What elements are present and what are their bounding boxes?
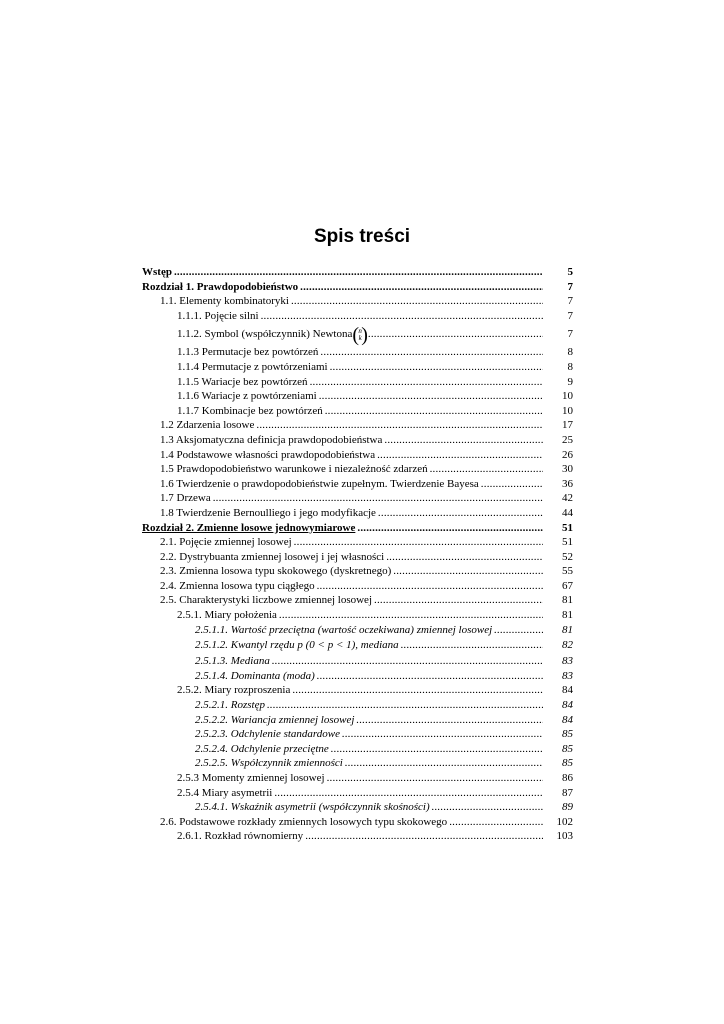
toc-entry-label <box>177 375 308 390</box>
toc-entry-label <box>195 742 329 757</box>
toc-entry-label <box>160 462 428 477</box>
dot-leader <box>325 404 543 419</box>
toc-entry <box>142 654 573 669</box>
toc-entry <box>142 742 573 757</box>
toc-entry-page: 9 <box>567 375 573 388</box>
dot-leader <box>174 265 543 280</box>
dot-leader <box>310 375 543 390</box>
toc-entry <box>142 550 573 565</box>
dot-leader <box>342 727 543 742</box>
toc-entry-title: 1.1.1. Pojęcie silni <box>177 309 259 322</box>
binom-top: n <box>358 326 362 335</box>
toc-entry <box>142 294 573 309</box>
toc-entry-title: 1.7 Drzewa <box>160 492 211 505</box>
dot-leader <box>357 521 543 536</box>
toc-entry-page: 7 <box>567 309 573 322</box>
toc-entry <box>142 637 573 654</box>
dot-leader <box>330 360 543 375</box>
toc-entry <box>142 579 573 594</box>
toc-entry-page: 7 <box>567 280 573 293</box>
dot-leader <box>481 477 543 492</box>
dot-leader <box>317 669 543 684</box>
toc-entry-page: 85 <box>562 757 573 770</box>
toc-entry-page: 86 <box>562 772 573 784</box>
toc-entry <box>142 448 573 463</box>
toc-entry-label <box>160 491 211 506</box>
toc-entry-title: 1.1.7 Kombinacje bez powtórzeń <box>177 404 323 417</box>
toc-entry <box>142 829 573 844</box>
toc-entry <box>142 462 573 477</box>
dot-leader <box>430 462 543 477</box>
toc-entry-label <box>195 713 354 728</box>
toc-entry-title: 2.5.2.1. Rozstęp <box>195 699 265 712</box>
toc-entry-label <box>160 550 384 565</box>
dot-leader <box>374 593 543 608</box>
dot-leader <box>401 637 543 654</box>
toc-entry-page: 10 <box>562 404 573 417</box>
toc-entry-page: 8 <box>567 360 573 373</box>
toc-entry-page: 84 <box>562 699 573 712</box>
dot-leader <box>256 418 543 433</box>
toc-entry-title: 2.5.1.3. Mediana <box>195 655 270 668</box>
toc-entry <box>142 360 573 375</box>
toc-entry-page: 52 <box>562 550 573 563</box>
toc-entry-page: 81 <box>562 594 573 607</box>
toc-entry-label <box>195 800 430 815</box>
toc-entry-label <box>195 654 270 669</box>
toc-entry <box>142 623 573 638</box>
newton-symbol <box>354 328 366 342</box>
toc-entry-title: 2.5. Charakterystyki liczbowe zmiennej losowej <box>160 594 372 607</box>
toc-entry-label <box>142 265 172 280</box>
toc-entry-title: 2.6. Podstawowe rozkłady zmiennych losowych typu skokowego <box>160 815 448 828</box>
toc-entry-page: 81 <box>562 623 573 636</box>
toc-entry-label <box>195 698 265 713</box>
toc-entry-title: Rozdział 1. Prawdopodobieństwo <box>142 280 299 293</box>
toc-entry <box>142 608 573 623</box>
dot-leader <box>274 786 543 801</box>
dot-leader <box>300 280 543 295</box>
toc-entry-label <box>160 593 372 608</box>
toc-entry-title: 2.5.1.4. Dominanta (moda) <box>195 669 315 682</box>
toc-entry <box>142 265 573 280</box>
toc-entry-page: 83 <box>562 669 573 682</box>
toc-entry-page: 84 <box>562 684 573 697</box>
dot-leader <box>331 742 543 757</box>
toc-entry-label <box>160 535 292 550</box>
toc-entry-label <box>142 280 298 295</box>
toc-entry <box>142 521 573 536</box>
toc-entry-page: 51 <box>562 536 573 549</box>
dot-leader <box>294 535 543 550</box>
toc-entry-label <box>142 521 355 536</box>
toc-entry-page: 8 <box>567 346 573 359</box>
toc-entry-label <box>160 418 254 433</box>
toc-entry-title: 2.5.2. Miary rozproszenia <box>177 684 291 697</box>
toc-entry-label <box>177 771 325 786</box>
toc-entry-label <box>160 564 391 579</box>
toc-entry-page: 85 <box>562 742 573 755</box>
toc-entry-title: 2.5.2.3. Odchylenie standardowe <box>195 728 341 741</box>
toc-entry <box>142 491 573 506</box>
toc-entry-page: 36 <box>562 477 573 490</box>
dot-leader <box>327 771 543 786</box>
dot-leader <box>213 491 543 506</box>
toc-entry-label <box>160 294 289 309</box>
toc-entry <box>142 698 573 713</box>
dot-leader <box>320 345 543 360</box>
toc-entry-page: 26 <box>562 448 573 461</box>
toc-entry-label <box>160 815 447 830</box>
quantile-range: (0 < p < 1) <box>305 639 356 652</box>
toc-entry <box>142 786 573 801</box>
toc-entry-page: 42 <box>562 492 573 505</box>
toc-entry-label <box>177 608 277 623</box>
dot-leader <box>279 608 543 623</box>
toc-entry-page: 44 <box>562 506 573 519</box>
toc-entry <box>142 418 573 433</box>
toc-entry <box>142 280 573 295</box>
toc-entry-label <box>160 433 382 448</box>
toc-entry-label <box>195 669 315 684</box>
toc-entry-label <box>195 727 340 742</box>
dot-leader <box>449 815 543 830</box>
toc-entry <box>142 800 573 815</box>
toc-entry-label <box>195 637 399 654</box>
toc-entry-title: 1.4 Podstawowe własności prawdopodobieństwa <box>160 448 376 461</box>
toc-entry <box>142 506 573 521</box>
toc-entry-title: 1.1. Elementy kombinatoryki <box>160 295 289 308</box>
toc-entry-label <box>177 309 259 324</box>
toc-entry <box>142 345 573 360</box>
table-of-contents <box>142 265 573 844</box>
toc-entry-title: 2.5.4.1. Wskaźnik asymetrii (współczynnik skośności) <box>195 801 430 814</box>
toc-entry-page: 102 <box>556 815 573 828</box>
toc-entry-page: 10 <box>562 390 573 403</box>
binom-bottom: k <box>358 333 362 342</box>
toc-entry-label <box>160 579 315 594</box>
toc-entry-label <box>160 477 479 492</box>
dot-leader <box>319 389 543 404</box>
toc-entry-page: 83 <box>562 655 573 668</box>
dot-leader <box>378 506 543 521</box>
toc-entry-page: 85 <box>562 728 573 741</box>
toc-entry-title: 2.1. Pojęcie zmiennej losowej <box>160 536 292 549</box>
toc-entry <box>142 683 573 698</box>
toc-entry-label <box>177 323 366 345</box>
toc-entry-title: 1.6 Twierdzenie o prawdopodobieństwie zupełnym. Twierdzenie Bayesa <box>160 477 479 490</box>
toc-entry-label <box>177 404 323 419</box>
toc-entry-title: 2.5.2.5. Współczynnik zmienności <box>195 757 343 770</box>
toc-entry-page: 81 <box>562 609 573 622</box>
toc-entry <box>142 389 573 404</box>
dot-leader <box>305 829 543 844</box>
dot-leader <box>272 654 543 669</box>
dot-leader <box>345 756 543 771</box>
dot-leader <box>393 564 543 579</box>
dot-leader <box>291 294 543 309</box>
toc-entry-page: 17 <box>562 419 573 432</box>
toc-entry-title: 2.5.1.1. Wartość przeciętna (wartość oczekiwana) zmiennej losowej <box>195 623 493 636</box>
toc-entry-title: Wstęp <box>142 266 172 278</box>
toc-entry <box>142 477 573 492</box>
toc-entry-title: 2.6.1. Rozkład równomierny <box>177 830 304 843</box>
toc-entry-page: 84 <box>562 713 573 726</box>
toc-entry-title: 1.1.5 Wariacje bez powtórzeń <box>177 375 308 388</box>
dot-leader <box>384 433 543 448</box>
toc-entry-label <box>177 829 303 844</box>
toc-entry <box>142 815 573 830</box>
toc-entry <box>142 375 573 390</box>
toc-entry <box>142 404 573 419</box>
toc-entry-title-tail: , mediana <box>355 639 399 652</box>
toc-entry <box>142 309 573 324</box>
toc-entry-title: 2.3. Zmienna losowa typu skokowego (dyskretnego) <box>160 565 392 578</box>
dot-leader <box>386 550 543 565</box>
dot-leader <box>368 323 543 345</box>
toc-entry <box>142 535 573 550</box>
toc-entry-title: 2.5.2.2. Wariancja zmiennej losowej <box>195 713 355 726</box>
toc-entry-page: 89 <box>562 801 573 814</box>
dot-leader <box>432 800 543 815</box>
toc-entry-page: 87 <box>562 786 573 799</box>
dot-leader <box>494 623 543 638</box>
toc-entry-title: 1.1.6 Wariacje z powtórzeniami <box>177 390 317 403</box>
toc-entry-title: 2.4. Zmienna losowa typu ciągłego <box>160 579 315 592</box>
dot-leader <box>261 309 543 324</box>
dot-leader <box>377 448 543 463</box>
toc-entry-title: 1.1.4 Permutacje z powtórzeniami <box>177 360 328 373</box>
toc-entry-page: 25 <box>562 433 573 446</box>
toc-entry <box>142 433 573 448</box>
page-title: Spis treści <box>313 226 411 247</box>
toc-entry-title: 1.2 Zdarzenia losowe <box>160 419 255 432</box>
toc-entry-title: 1.3 Aksjomatyczna definicja prawdopodobieństwa <box>160 433 383 446</box>
toc-entry-title: 2.5.1. Miary położenia <box>177 609 277 622</box>
toc-entry-label <box>177 389 317 404</box>
toc-entry-title: 2.2. Dystrybuanta zmiennej losowej i jej własności <box>160 550 385 563</box>
toc-entry-page: 51 <box>562 521 573 534</box>
toc-entry-label <box>195 623 492 638</box>
toc-entry-page: 55 <box>562 565 573 578</box>
toc-entry <box>142 713 573 728</box>
toc-entry-page: 30 <box>562 463 573 476</box>
toc-entry-page: 82 <box>562 639 573 652</box>
dot-leader <box>292 683 543 698</box>
dot-leader <box>317 579 543 594</box>
toc-entry <box>142 323 573 345</box>
toc-entry-title: 2.5.4 Miary asymetrii <box>177 786 273 799</box>
toc-entry <box>142 756 573 771</box>
toc-entry-label <box>195 756 343 771</box>
toc-entry-title: 1.8 Twierdzenie Bernoulliego i jego modyfikacje <box>160 506 376 519</box>
toc-entry-title: 2.5.1.2. Kwantyl rzędu p <box>195 639 303 652</box>
toc-entry <box>142 727 573 742</box>
toc-entry <box>142 669 573 684</box>
toc-entry-title: 2.5.3 Momenty zmiennej losowej <box>177 772 325 784</box>
toc-entry-title: Rozdział 2. Zmienne losowe jednowymiarowe <box>142 521 356 534</box>
toc-entry-title: 1.5 Prawdopodobieństwo warunkowe i niezależność zdarzeń <box>160 463 428 476</box>
toc-entry <box>142 771 573 786</box>
toc-entry-page: 103 <box>556 830 573 843</box>
toc-entry-title: 2.5.2.4. Odchylenie przeciętne <box>195 742 329 755</box>
toc-entry-page: 7 <box>567 328 573 341</box>
toc-entry-label <box>160 506 376 521</box>
toc-entry-page: 7 <box>567 295 573 308</box>
toc-entry <box>142 564 573 579</box>
toc-entry-page: 67 <box>562 579 573 592</box>
toc-entry-page: 5 <box>567 266 573 278</box>
toc-entry-title: 1.1.3 Permutacje bez powtórzeń <box>177 346 319 359</box>
dot-leader <box>267 698 543 713</box>
toc-entry-label <box>177 683 290 698</box>
toc-entry-label <box>177 345 318 360</box>
toc-entry-label <box>160 448 375 463</box>
dot-leader <box>356 713 543 728</box>
toc-entry-label <box>177 360 328 375</box>
toc-entry <box>142 593 573 608</box>
toc-entry-title: 1.1.2. Symbol (współczynnik) Newtona <box>177 328 353 341</box>
toc-entry-label <box>177 786 272 801</box>
